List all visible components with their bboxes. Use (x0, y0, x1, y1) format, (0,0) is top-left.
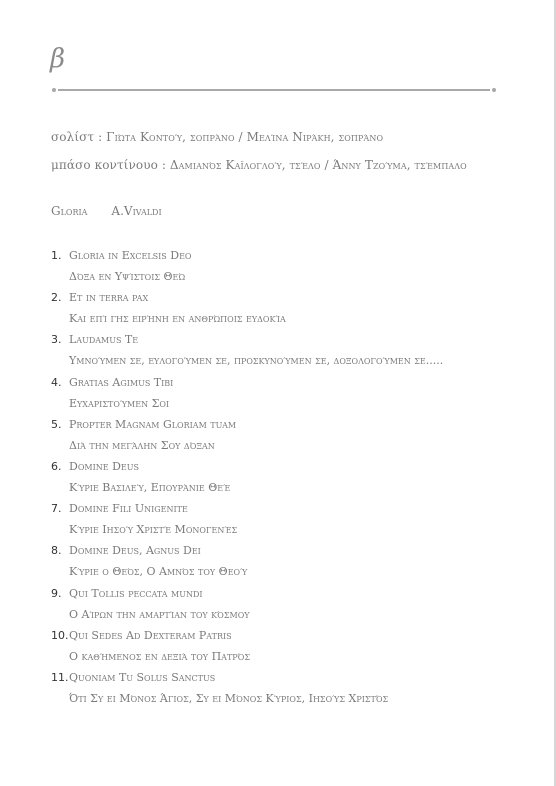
movement-latin-title: Quoniam Tu Solus Sanctus (69, 670, 216, 684)
work-heading (51, 204, 162, 218)
movement-latin-title: Gloria in Excelsis Deo (69, 249, 192, 262)
movement-number: 1. (51, 249, 62, 262)
movement-greek-title: Κύριε Ιησού Χριστέ Μονογενές (69, 523, 238, 537)
soloist-1: Γιώτα Κοντού, σοπράνο / (106, 130, 247, 144)
work-title: Gloria (51, 204, 88, 218)
movement-number: 5. (51, 417, 62, 431)
movement-number: 10. (51, 628, 69, 642)
divider-rule (52, 88, 496, 92)
movement-latin-title: Domine Deus (69, 459, 139, 473)
movement-item (51, 544, 531, 586)
divider-line (58, 89, 490, 91)
movement-item (51, 671, 531, 713)
movement-latin-title: Qui Tollis peccata mundi (69, 586, 203, 600)
movement-latin-title: Gratias Agimus Tibi (69, 375, 174, 389)
movement-item (51, 418, 531, 460)
movement-number: 8. (51, 544, 62, 558)
movement-greek-title: Ευχαριστούμεν Σοι (69, 396, 170, 410)
movement-item (51, 333, 531, 375)
movement-item (51, 629, 531, 671)
movement-list (51, 249, 531, 713)
soloists-label: σολίστ : (51, 130, 107, 144)
movement-number: 7. (51, 502, 62, 516)
work-composer: A.Vivaldi (111, 204, 162, 218)
movement-greek-title: Διά την μεγάλην Σου δόξαν (69, 438, 215, 452)
divider-end-right (492, 88, 496, 92)
continuo-2: Άννυ Τζούμα, τσέμπαλο (332, 158, 467, 172)
movement-latin-title: Laudamus Te (69, 333, 139, 347)
movement-item (51, 502, 531, 544)
movement-latin-title: Qui Sedes Ad Dexteram Patris (69, 628, 232, 642)
movement-greek-title: Δόξα εν Υψίστοις Θεώ (69, 270, 186, 283)
soloist-2: Μελίνα Νιράκη, σοπράνο (246, 130, 384, 144)
movement-number: 2. (51, 291, 62, 305)
movement-latin-title: Propter Magnam Gloriam tuam (69, 417, 237, 431)
movement-greek-title: Κύριε ο Θεός, Ο Αμνός του Θεού (69, 565, 248, 579)
movement-item (51, 376, 531, 418)
continuo-credit (51, 158, 467, 172)
movement-latin-title: Domine Fili Unigenite (69, 502, 188, 516)
movement-latin-title: Domine Deus, Agnus Dei (69, 544, 201, 558)
soloists-credit (51, 130, 383, 144)
movement-number: 11. (51, 670, 69, 684)
movement-item (51, 291, 531, 333)
movement-item (51, 460, 531, 502)
movement-greek-title: Υμνούμεν σε, ευλογούμεν σε, προσκυνούμεν σε, δοξολογούμεν σε..... (69, 354, 444, 368)
movement-greek-title: Κύριε Βασιλεύ, Επουράνιε Θεέ (69, 480, 231, 494)
movement-number: 4. (51, 375, 62, 389)
movement-greek-title: Ο Αίρων την αμαρτίαν του κόσμου (69, 607, 250, 621)
movement-greek-title: Ο καθήμενος εν δεξιά του Πατρός (69, 649, 250, 663)
movement-item (51, 249, 531, 291)
movement-number: 3. (51, 333, 62, 347)
movement-greek-title: Ότι Συ ει Μόνος Άγιος, Συ ει Μόνος Κύριος, Ιησούς Χριστός (69, 691, 389, 705)
movement-number: 6. (51, 459, 62, 473)
continuo-label: μπάσο κοντίνουο : (51, 158, 170, 172)
movement-latin-title: Et in terra pax (69, 291, 149, 305)
section-letter: β (50, 44, 66, 74)
movement-number: 9. (51, 586, 62, 600)
continuo-1: Δαμιανός Καϊλογλού, τσέλο / (169, 158, 333, 172)
movement-item (51, 587, 531, 629)
movement-greek-title: Και επί γης ειρήνη εν ανθρώποις ευδοκία (69, 312, 286, 326)
divider-end-left (52, 88, 56, 92)
